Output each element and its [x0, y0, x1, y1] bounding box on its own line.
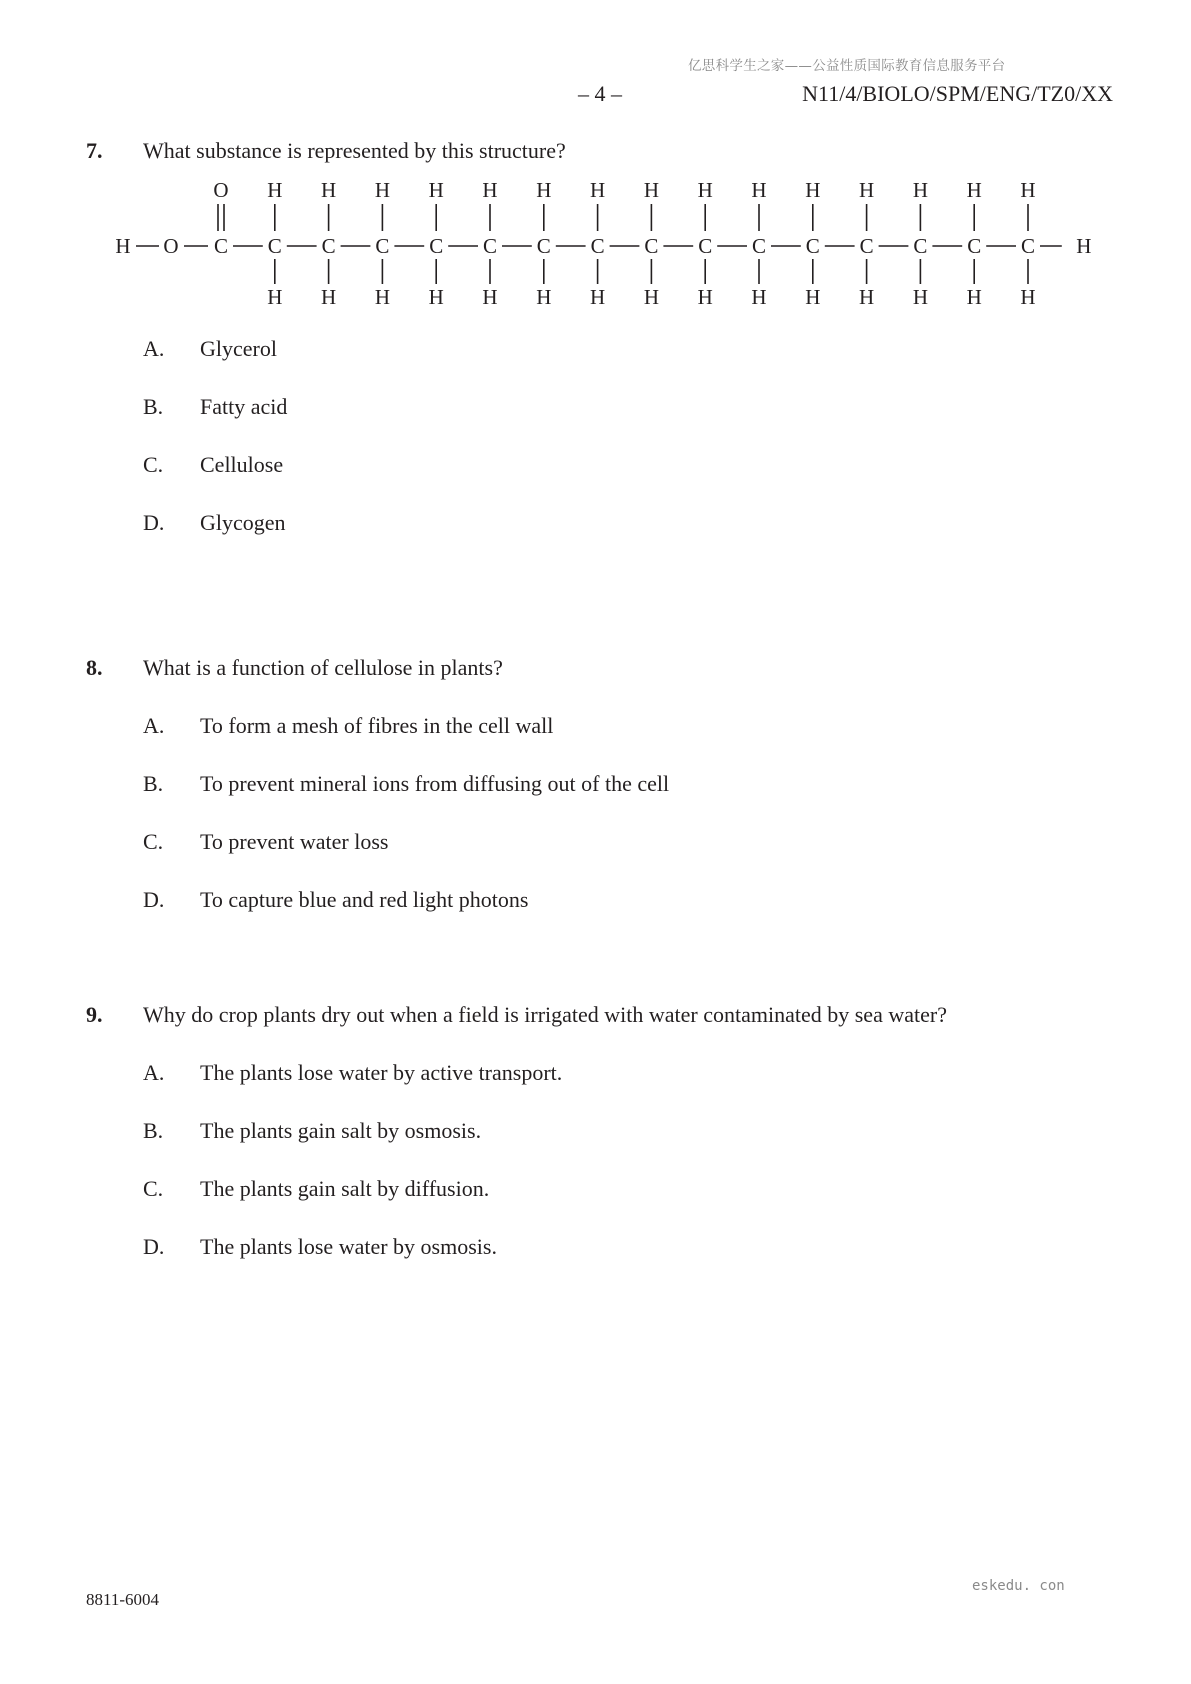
option-b[interactable] — [143, 768, 1116, 826]
atom-hydrogen-top: H — [697, 180, 713, 202]
option-text: The plants gain salt by osmosis. — [200, 1118, 482, 1143]
option-letter: B. — [143, 1118, 164, 1143]
atom-carbon: C — [429, 234, 444, 258]
atom-hydrogen-top: H — [321, 180, 337, 202]
option-text: Fatty acid — [200, 394, 288, 419]
carbon-chain — [214, 180, 1091, 309]
atom-carbon: C — [751, 234, 767, 258]
atom-hydrogen-top: H — [859, 180, 875, 202]
footer-code: 8811-6004 — [86, 1590, 160, 1609]
option-text: To form a mesh of fibres in the cell wall — [200, 713, 554, 738]
hydroxyl-group — [115, 234, 208, 258]
atom-hydrogen-bottom: H — [966, 285, 982, 309]
option-d[interactable] — [143, 884, 1116, 942]
atom-carbon: C — [1020, 234, 1036, 258]
atom-hydrogen-bottom: H — [482, 285, 498, 309]
question-text: Why do crop plants dry out when a field is irrigated with water contaminated by sea water? — [143, 1002, 947, 1027]
option-text: The plants lose water by active transport. — [200, 1060, 563, 1085]
atom-hydrogen-bottom: H — [1020, 285, 1036, 309]
option-letter: A. — [143, 713, 165, 738]
atom-hydrogen-top: H — [374, 180, 390, 202]
carbonyl-group — [213, 180, 228, 231]
atom-hydroxyl-o: O — [163, 234, 179, 258]
option-b[interactable] — [143, 1115, 1116, 1173]
atom-hydrogen-top: H — [482, 180, 498, 202]
option-text: To capture blue and red light photons — [200, 887, 529, 912]
option-text: To prevent water loss — [200, 829, 389, 854]
atom-terminal-h: H — [1076, 234, 1092, 258]
atom-hydrogen-top: H — [590, 180, 606, 202]
atom-carbon: C — [967, 234, 982, 258]
option-c[interactable] — [143, 1173, 1116, 1231]
atom-hydrogen-bottom: H — [912, 285, 928, 309]
atom-carbon: C — [375, 234, 390, 258]
option-a[interactable] — [143, 1057, 1116, 1115]
option-d[interactable] — [143, 507, 1116, 565]
atom-carbon: C — [536, 234, 551, 258]
paper-code: N11/4/BIOLO/SPM/ENG/TZ0/XX — [802, 81, 1113, 106]
atom-hydrogen-top: H — [805, 180, 821, 202]
option-text: The plants lose water by osmosis. — [200, 1234, 497, 1259]
atom-carbon: C — [590, 234, 605, 258]
atom-carbon: C — [805, 234, 820, 258]
option-text: To prevent mineral ions from diffusing out of the cell — [200, 771, 670, 796]
atom-hydrogen-top: H — [912, 180, 928, 202]
atom-hydrogen-bottom: H — [374, 285, 390, 309]
atom-carbon: C — [482, 234, 498, 258]
atom-hydroxyl-h: H — [115, 234, 131, 258]
question-8 — [86, 652, 1116, 942]
option-letter: D. — [143, 887, 165, 912]
option-c[interactable] — [143, 826, 1116, 884]
atom-hydrogen-bottom: H — [697, 285, 713, 309]
option-d[interactable] — [143, 1231, 1116, 1289]
option-text: Cellulose — [200, 452, 284, 477]
atom-hydrogen-bottom: H — [536, 285, 552, 309]
atom-hydrogen-bottom: H — [267, 285, 283, 309]
option-letter: C. — [143, 1176, 164, 1201]
atom-hydrogen-top: H — [428, 180, 444, 202]
question-number: 8. — [86, 655, 103, 680]
question-text: What substance is represented by this structure? — [143, 138, 566, 163]
option-b[interactable] — [143, 391, 1116, 449]
question-7-options — [86, 333, 1116, 565]
option-letter: D. — [143, 1234, 165, 1259]
question-9 — [86, 999, 1116, 1289]
atom-carbonyl-o: O — [213, 180, 229, 202]
option-letter: A. — [143, 1060, 165, 1085]
atom-carbon: C — [859, 234, 874, 258]
atom-carbon: C — [213, 234, 229, 258]
question-7 — [86, 135, 1116, 167]
option-text: Glycogen — [200, 510, 286, 535]
option-letter: A. — [143, 336, 165, 361]
atom-hydrogen-bottom: H — [590, 285, 606, 309]
option-letter: B. — [143, 394, 164, 419]
atom-carbon: C — [698, 234, 713, 258]
page-number: – 4 – — [578, 81, 622, 106]
atom-hydrogen-bottom: H — [805, 285, 821, 309]
fatty-acid-structure — [110, 180, 1110, 320]
option-a[interactable] — [143, 710, 1116, 768]
atom-hydrogen-bottom: H — [428, 285, 444, 309]
option-letter: B. — [143, 771, 164, 796]
option-letter: D. — [143, 510, 165, 535]
atom-hydrogen-top: H — [751, 180, 767, 202]
watermark: 亿思科学生之家——公益性质国际教育信息服务平台 — [688, 58, 1006, 74]
atom-hydrogen-top: H — [267, 180, 283, 202]
atom-hydrogen-bottom: H — [643, 285, 659, 309]
atom-hydrogen-bottom: H — [321, 285, 337, 309]
option-text: The plants gain salt by diffusion. — [200, 1176, 490, 1201]
atom-hydrogen-top: H — [1020, 180, 1036, 202]
option-text: Glycerol — [200, 336, 277, 361]
option-letter: C. — [143, 829, 164, 854]
atom-carbon: C — [913, 234, 928, 258]
atom-carbon: C — [321, 234, 336, 258]
footer-site: eskedu. con — [972, 1578, 1065, 1594]
atom-hydrogen-top: H — [536, 180, 552, 202]
option-a[interactable] — [143, 333, 1116, 391]
option-c[interactable] — [143, 449, 1116, 507]
atom-hydrogen-bottom: H — [751, 285, 767, 309]
question-number: 9. — [86, 1002, 103, 1027]
atom-hydrogen-top: H — [966, 180, 982, 202]
atom-carbon: C — [644, 234, 659, 258]
atom-hydrogen-bottom: H — [859, 285, 875, 309]
question-number: 7. — [86, 138, 103, 163]
atom-hydrogen-top: H — [643, 180, 659, 202]
atom-carbon: C — [267, 234, 282, 258]
option-letter: C. — [143, 452, 164, 477]
question-text: What is a function of cellulose in plants? — [143, 655, 503, 680]
